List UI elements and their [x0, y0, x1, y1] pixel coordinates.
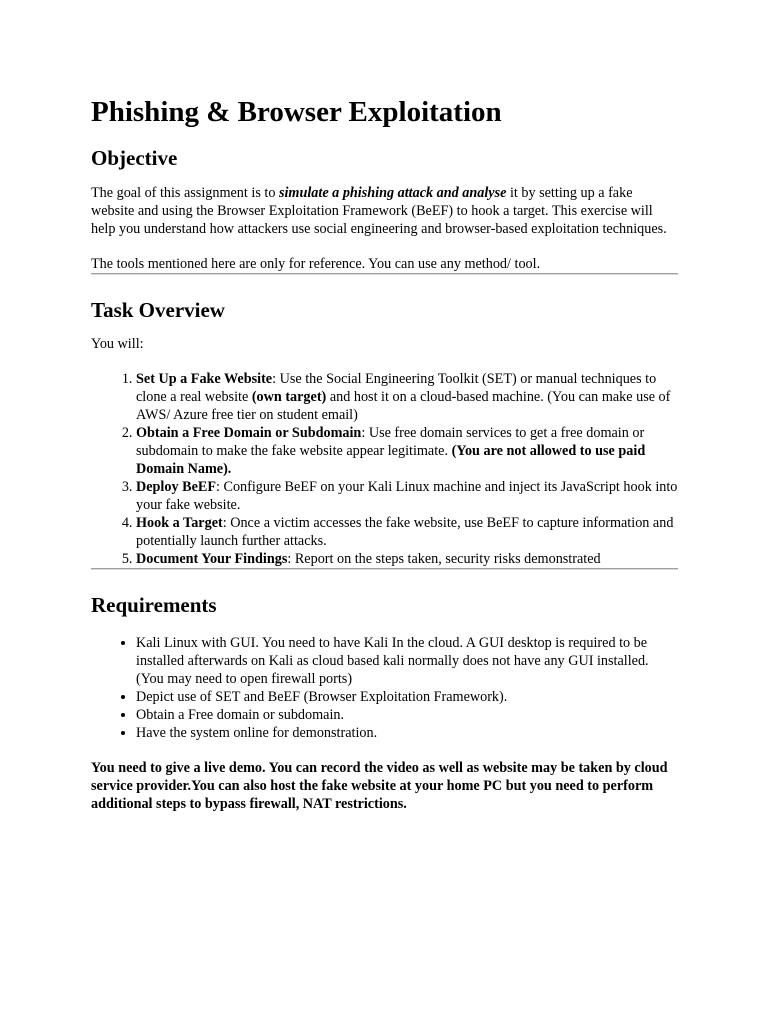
task-item-text: : Once a victim accesses the fake website, use BeEF to capture information and potentially launch further attacks.	[136, 515, 674, 549]
requirement-item: • Obtain a Free domain or subdomain.	[136, 706, 678, 724]
task-item-label: Document Your Findings	[136, 551, 288, 567]
task-item-bold-text: (own target)	[251, 389, 327, 405]
task-overview-heading: Task Overview	[91, 298, 225, 322]
tools-note-paragraph: The tools mentioned here are only for reference. You can use any method/ tool.	[91, 256, 541, 272]
requirements-heading: Requirements	[91, 593, 217, 617]
requirement-item: • Kali Linux with GUI. You need to have Kali In the cloud. A GUI desktop is required to be installed afterwards on Kali as cloud based kali normally does not have any GUI installed. (You may need to open firewall ports)	[136, 634, 678, 688]
section-divider	[91, 273, 678, 275]
task-list	[91, 370, 678, 568]
objective-heading: Objective	[91, 146, 178, 170]
requirements-list	[91, 634, 678, 742]
task-item-text: and host it on a cloud-based machine. (You can make use of AWS/ Azure free tier on student email)	[136, 389, 671, 423]
requirement-item: • Depict use of SET and BeEF (Browser Exploitation Framework).	[136, 688, 678, 706]
task-item-text: : Use the Social Engineering Toolkit (SET) or manual techniques to clone a real website	[136, 371, 657, 405]
goal-intro-text: The goal of this assignment is to	[91, 185, 279, 201]
task-item-label: Deploy BeEF	[136, 479, 216, 495]
requirement-item: • Have the system online for demonstration.	[136, 724, 678, 742]
task-item-label: Set Up a Fake Website	[136, 371, 273, 387]
task-item-bold-text: (You are not allowed to use paid Domain Name).	[136, 443, 646, 477]
task-item-label: Hook a Target	[136, 515, 223, 531]
section-divider	[91, 568, 678, 570]
task-item-free-domain	[136, 424, 678, 478]
task-intro-text: You will:	[91, 336, 144, 352]
task-item-hook-target	[136, 514, 678, 550]
goal-rest-text: it by setting up a fake website and using the Browser Exploitation Framework (BeEF) to hook a target. This exercise will help you understand how attackers use social engineering and browser-based exploitation techniques.	[91, 185, 667, 237]
task-item-deploy-beef	[136, 478, 678, 514]
task-item-label: Obtain a Free Domain or Subdomain	[136, 425, 362, 441]
task-item-text: : Use free domain services to get a free domain or subdomain to make the fake website appear legitimate.	[136, 425, 645, 459]
objective-goal-paragraph	[91, 184, 678, 238]
live-demo-note: You need to give a live demo. You can record the video as well as website may be taken by cloud service provider.You can also host the fake website at your home PC but you need to perform additional steps to bypass firewall, NAT restrictions.	[91, 760, 668, 812]
task-item-text: : Configure BeEF on your Kali Linux machine and inject its JavaScript hook into your fake website.	[136, 479, 678, 513]
task-item-fake-website	[136, 370, 678, 424]
task-item-text: : Report on the steps taken, security risks demonstrated	[287, 551, 601, 567]
goal-emphasis-text: simulate a phishing attack and analyse	[278, 185, 507, 201]
task-item-document-findings	[136, 550, 678, 568]
document-title: Phishing & Browser Exploitation	[91, 96, 502, 128]
